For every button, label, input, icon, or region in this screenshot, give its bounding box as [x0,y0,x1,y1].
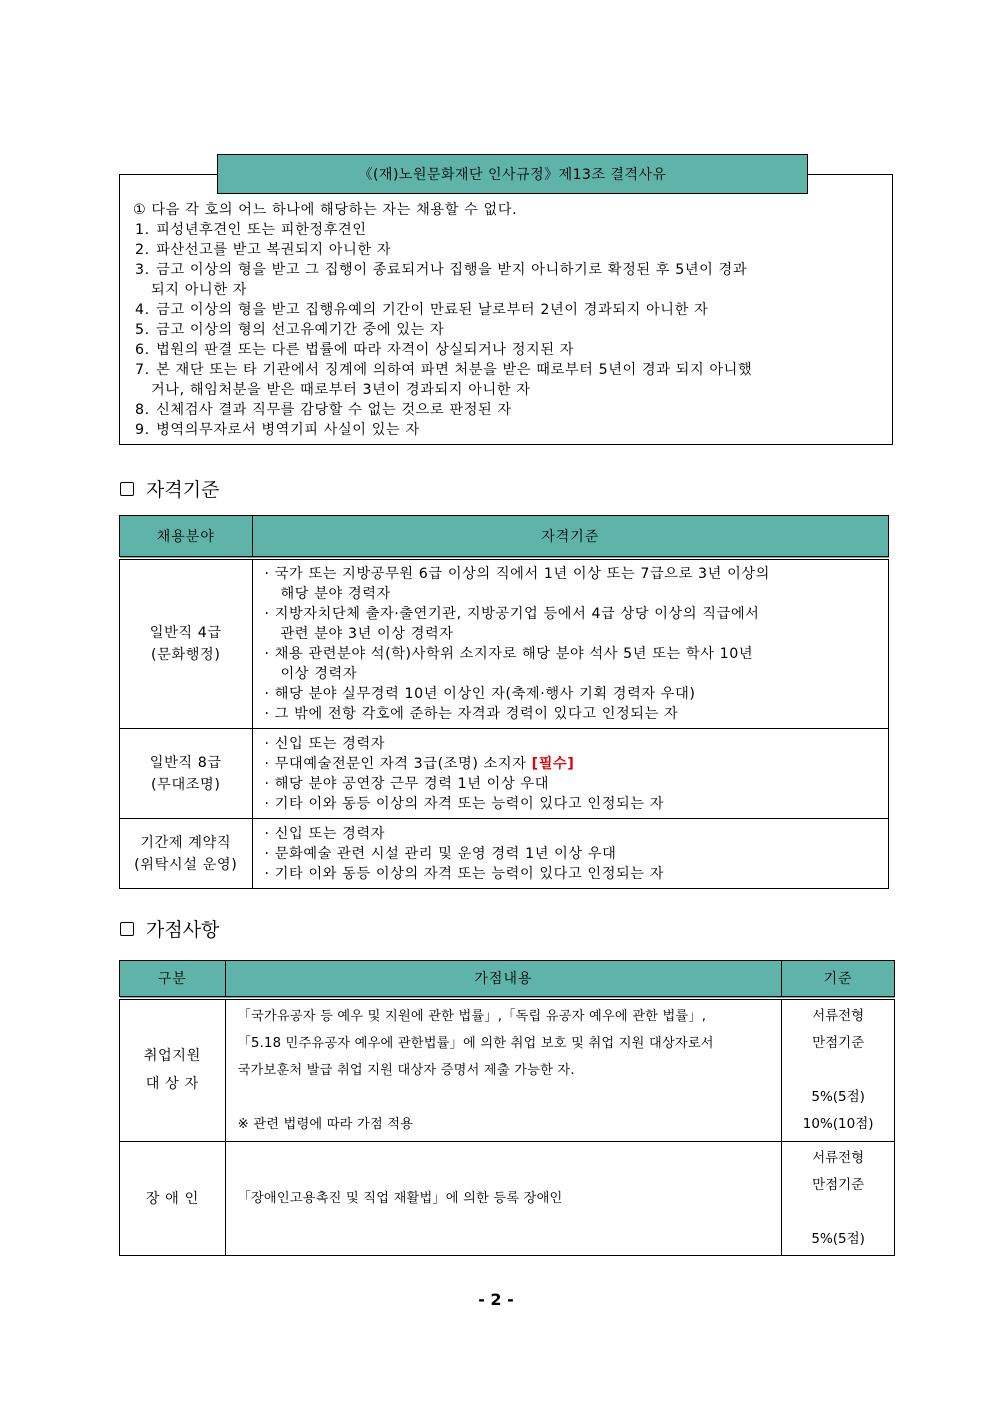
criteria-text: 이상 경력자 [280,665,358,682]
content-cell [225,998,782,1142]
item-text: 파산선고를 받고 복권되지 아니한 자 [156,242,392,258]
field-cell [120,558,253,729]
disqualification-item [133,300,885,320]
item-continuation: 되지 아니한 자 [151,282,248,298]
criteria-line [265,794,889,814]
standard-line: 서류전형 [812,1149,865,1166]
disqualification-item [133,260,885,280]
qualification-row [120,729,889,819]
content-line: ※ 관련 법령에 따라 가점 적용 [237,1116,414,1132]
bonus-heading [120,915,219,942]
header-field: 채용분야 [120,516,253,558]
disqualification-body [133,200,885,440]
field-cell [120,729,253,819]
item-number: 2. [135,242,150,258]
criteria-text: · 무대예술전문인 자격 3급(조명) 소지자 [264,755,532,772]
content-line: 「5.18 민주유공자 예우에 관한법률」에 의한 취업 보호 및 취업 지원 대상자로서 [237,1035,714,1051]
item-number: 3. [135,262,150,278]
criteria-cell [252,729,889,819]
category-line: 취업지원 [143,1048,201,1065]
header-criteria: 자격기준 [252,516,889,558]
item-text: 법원의 판결 또는 다른 법률에 따라 자격이 상실되거나 정지된 자 [156,342,575,358]
bonus-row [120,1142,895,1256]
item-text: 본 재단 또는 타 기관에서 징계에 의하여 파면 처분을 받은 때로부터 5년이 경과 되지 아니했 [156,362,753,378]
content-line [238,1084,782,1111]
criteria-text: 관련 분야 3년 이상 경력자 [280,625,454,642]
criteria-cell [252,819,889,889]
item-text: 금고 이상의 형을 받고 집행유예의 기간이 만료된 날로부터 2년이 경과되지 아니한 자 [156,302,709,318]
item-text: 피성년후견인 또는 피한정후견인 [156,222,367,238]
criteria-line [265,734,889,754]
standard-cell [782,998,895,1142]
disqualification-item [133,320,885,340]
standard-line: 5%(5점) [811,1088,865,1105]
category-cell [120,998,226,1142]
disqualification-intro: ① 다음 각 호의 어느 하나에 해당하는 자는 채용할 수 없다. [133,202,518,218]
item-text: 금고 이상의 형의 선고유예기간 중에 있는 자 [156,322,445,338]
item-number: 4. [135,302,150,318]
item-number: 6. [135,342,150,358]
field-line: (무대조명) [151,776,221,793]
item-text: 신체검사 결과 직무를 감당할 수 없는 것으로 판정된 자 [156,402,512,418]
item-number: 5. [135,322,150,338]
criteria-line [265,644,889,664]
criteria-text: · 해당 분야 실무경력 10년 이상인 자(축제·행사 기획 경력자 우대) [264,685,696,702]
criteria-text: · 신입 또는 경력자 [264,735,386,752]
category-line: 장 애 인 [145,1190,199,1207]
field-line: (위탁시설 운영) [134,856,238,873]
criteria-cell [252,558,889,729]
standard-line: 서류전형 [812,1007,865,1024]
header-content: 가점내용 [225,961,782,998]
disqualification-item [133,360,885,380]
criteria-text: · 문화예술 관련 시설 관리 및 운영 경력 1년 이상 우대 [264,845,617,862]
item-number: 1. [135,222,150,238]
qualification-row [120,558,889,729]
disqualification-item [133,400,885,420]
standard-line: 10%(10점) [802,1115,874,1132]
criteria-line [265,844,889,864]
criteria-text: · 지방자치단체 출자·출연기관, 지방공기업 등에서 4급 상당 이상의 직급에서 [264,605,760,622]
checkbox-square-icon [120,482,134,496]
checkbox-square-icon [120,922,134,936]
qualification-row [120,819,889,889]
criteria-text: · 신입 또는 경력자 [264,825,386,842]
category-cell [120,1142,226,1256]
disqualification-item [133,340,885,360]
field-line: 기간제 계약직 [140,834,232,851]
page-number: - 2 - [478,1290,514,1309]
header-standard: 기준 [782,961,895,998]
content-line: 「국가유공자 등 예우 및 지원에 관한 법률」,「독립 유공자 예우에 관한 법률」, [237,1008,707,1024]
field-line: 일반직 8급 [149,754,222,771]
criteria-line [265,774,889,794]
field-cell [120,819,253,889]
criteria-line [265,864,889,884]
disqualification-title: 《(재)노원문화재단 인사규정》제13조 결격사유 [217,154,808,194]
bonus-row [120,998,895,1142]
criteria-line [265,704,889,724]
criteria-text: · 기타 이와 동등 이상의 자격 또는 능력이 있다고 인정되는 자 [264,795,665,812]
bonus-heading-text: 가점사항 [146,919,220,941]
standard-line [782,1199,894,1226]
qualification-heading-text: 자격기준 [146,479,220,501]
disqualification-list [133,220,885,440]
item-number: 8. [135,402,150,418]
header-category: 구분 [120,961,226,998]
criteria-line [265,624,889,644]
standard-line: 5%(5점) [811,1230,865,1247]
standard-line: 만점기준 [812,1176,865,1193]
criteria-line [265,584,889,604]
standard-line: 만점기준 [812,1034,865,1051]
disqualification-item [133,420,885,440]
required-badge: [필수] [531,755,575,772]
content-cell [225,1142,782,1256]
criteria-line [265,604,889,624]
item-number: 9. [135,422,150,438]
item-text: 병역의무자로서 병역기피 사실이 있는 자 [156,422,420,438]
criteria-text: · 기타 이와 동등 이상의 자격 또는 능력이 있다고 인정되는 자 [264,865,665,882]
criteria-line [265,684,889,704]
content-line: 국가보훈처 발급 취업 지원 대상자 증명서 제출 가능한 자. [237,1062,575,1078]
criteria-text: · 그 밖에 전항 각호에 준하는 자격과 경력이 있다고 인정되는 자 [264,705,679,722]
standard-line [782,1057,894,1084]
field-line: (문화행정) [151,646,221,663]
criteria-line [265,824,889,844]
bonus-table [119,960,895,1256]
disqualification-item [133,220,885,240]
item-text: 금고 이상의 형을 받고 그 집행이 종료되거나 집행을 받지 아니하기로 확정된 후 5년이 경과 [156,262,748,278]
criteria-line [265,664,889,684]
standard-cell [782,1142,895,1256]
criteria-text: · 채용 관련분야 석(학)사학위 소지자로 해당 분야 석사 5년 또는 학사 10년 [264,645,754,662]
criteria-text: 해당 분야 경력자 [280,585,391,602]
disqualification-item [133,240,885,260]
content-line: 「장애인고용촉진 및 직업 재활법」에 의한 등록 장애인 [237,1191,563,1206]
criteria-text: · 해당 분야 공연장 근무 경력 1년 이상 우대 [264,775,549,792]
criteria-line [265,564,889,584]
item-continuation: 거나, 해임처분을 받은 때로부터 3년이 경과되지 아니한 자 [151,382,531,398]
criteria-line [265,754,889,774]
qualification-table [119,515,889,889]
criteria-text: · 국가 또는 지방공무원 6급 이상의 직에서 1년 이상 또는 7급으로 3년 이상의 [264,565,770,582]
field-line: 일반직 4급 [149,624,222,641]
category-line: 대 상 자 [145,1076,199,1093]
qualification-heading [120,475,219,502]
item-number: 7. [135,362,150,378]
